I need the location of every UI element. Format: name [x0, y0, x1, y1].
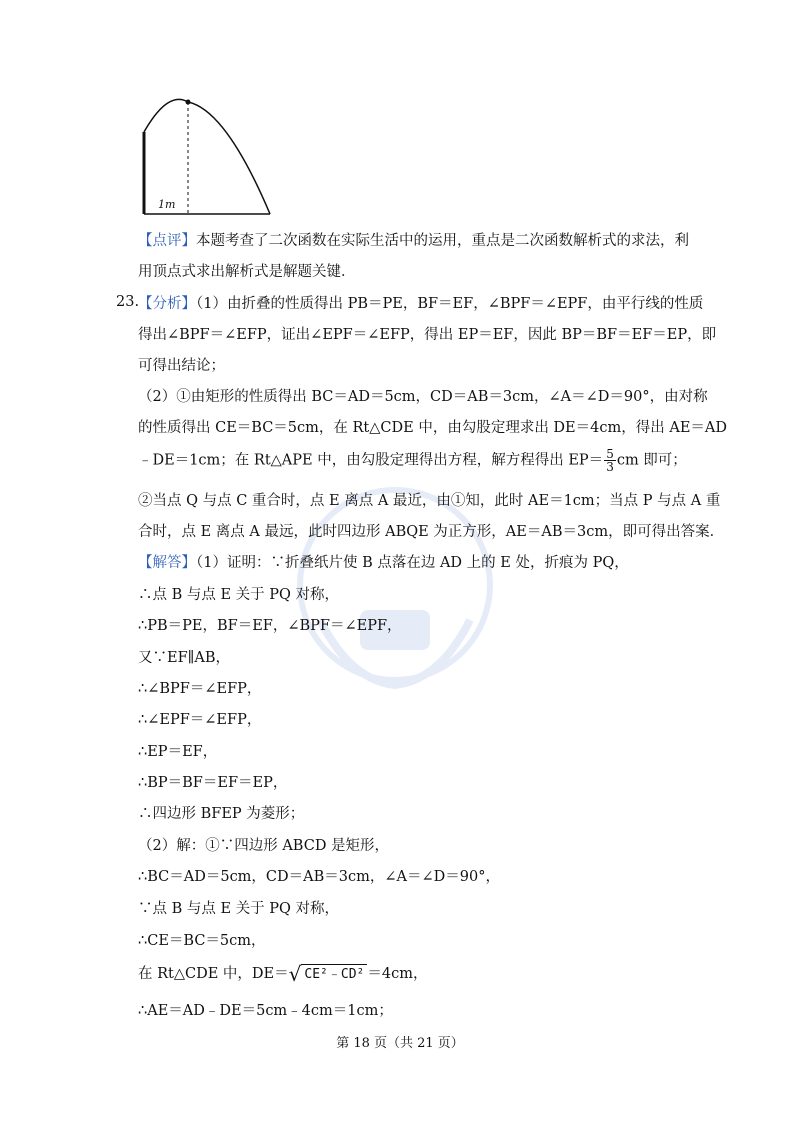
- solution-line-13: ∴CE＝BC＝5cm，: [138, 933, 266, 949]
- analysis-line-8: 合时，点 E 离点 A 最远，此时四边形 ABQE 为正方形，AE＝AB＝3cm，即可得出答案．: [138, 524, 725, 540]
- solution-line-7: ∴EP＝EF，: [138, 744, 218, 760]
- comment-tag: 【点评】: [138, 233, 196, 249]
- solution-line-9: ∴四边形 BFEP 为菱形；: [138, 806, 305, 822]
- analysis-line-6: ﹣DE＝1cm；在 Rt△APE 中，由勾股定理得出方程，解方程得出 EP＝ $\frac{5}{3}$ cm 即可；: [138, 447, 687, 474]
- comment-line-2: 用顶点式求出解析式是解题关键．: [138, 264, 356, 280]
- fraction: $\frac{5}{3}$: [606, 447, 614, 474]
- solution-line-11: ∴BC＝AD＝5cm，CD＝AB＝3cm，∠A＝∠D＝90°，: [138, 869, 500, 885]
- page-footer: 第 18 页（共 21 页）: [336, 1036, 464, 1051]
- solution-line-12: ∵点 B 与点 E 关于 PQ 对称，: [138, 901, 340, 917]
- analysis-line-3: 可得出结论；: [138, 358, 225, 374]
- analysis-line-2: 得出∠BPF＝∠EFP，证出∠EPF＝∠EFP，得出 EP＝EF，因此 BP＝BF＝EF＝EP，即: [138, 327, 717, 343]
- parabola-figure: [136, 92, 276, 218]
- comment-line-1: 【点评】本题考查了二次函数在实际生活中的运用，重点是二次函数解析式的求法，利: [138, 233, 689, 249]
- solution-line-8: ∴BP＝BF＝EF＝EP，: [138, 775, 288, 791]
- solution-line-15: ∴AE＝AD﹣DE＝5cm﹣4cm＝1cm；: [138, 1003, 393, 1019]
- analysis-line-1: 【分析】（1）由折叠的性质得出 PB＝PE，BF＝EF，∠BPF＝∠EPF，由平行线的性质: [138, 296, 704, 312]
- solution-line-4: 又∵EF∥AB，: [138, 650, 230, 666]
- figure-label: 1m: [158, 198, 176, 211]
- analysis-tag: 【分析】: [138, 296, 196, 312]
- solution-line-3: ∴PB＝PE，BF＝EF，∠BPF＝∠EPF，: [138, 618, 402, 634]
- solution-line-5: ∴∠BPF＝∠EFP，: [138, 681, 262, 697]
- solution-line-2: ∴点 B 与点 E 关于 PQ 对称，: [138, 587, 340, 603]
- analysis-line-4: （2）①由矩形的性质得出 BC＝AD＝5cm，CD＝AB＝3cm，∠A＝∠D＝90°，由对称: [138, 389, 708, 405]
- radical-expression: CE²﹣CD²: [301, 964, 367, 985]
- solution-line-1: 【解答】（1）证明：∵折叠纸片使 B 点落在边 AD 上的 E 处，折痕为 PQ，: [138, 555, 629, 571]
- solution-line-10: （2）解：①∵四边形 ABCD 是矩形，: [138, 838, 390, 854]
- analysis-line-7: ②当点 Q 与点 C 重合时，点 E 离点 A 最近，由①知，此时 AE＝1cm；当点 P 与点 A 重: [138, 493, 721, 509]
- solution-tag: 【解答】: [138, 555, 196, 571]
- solution-line-6: ∴∠EPF＝∠EFP，: [138, 712, 262, 728]
- problem-number: 23.: [116, 294, 140, 310]
- solution-line-14: 在 Rt△CDE 中，DE＝√ CE²﹣CD² ＝4cm，: [138, 962, 428, 986]
- analysis-line-5: 的性质得出 CE＝BC＝5cm，在 Rt△CDE 中，由勾股定理求出 DE＝4cm，得出 AE＝AD: [138, 420, 727, 436]
